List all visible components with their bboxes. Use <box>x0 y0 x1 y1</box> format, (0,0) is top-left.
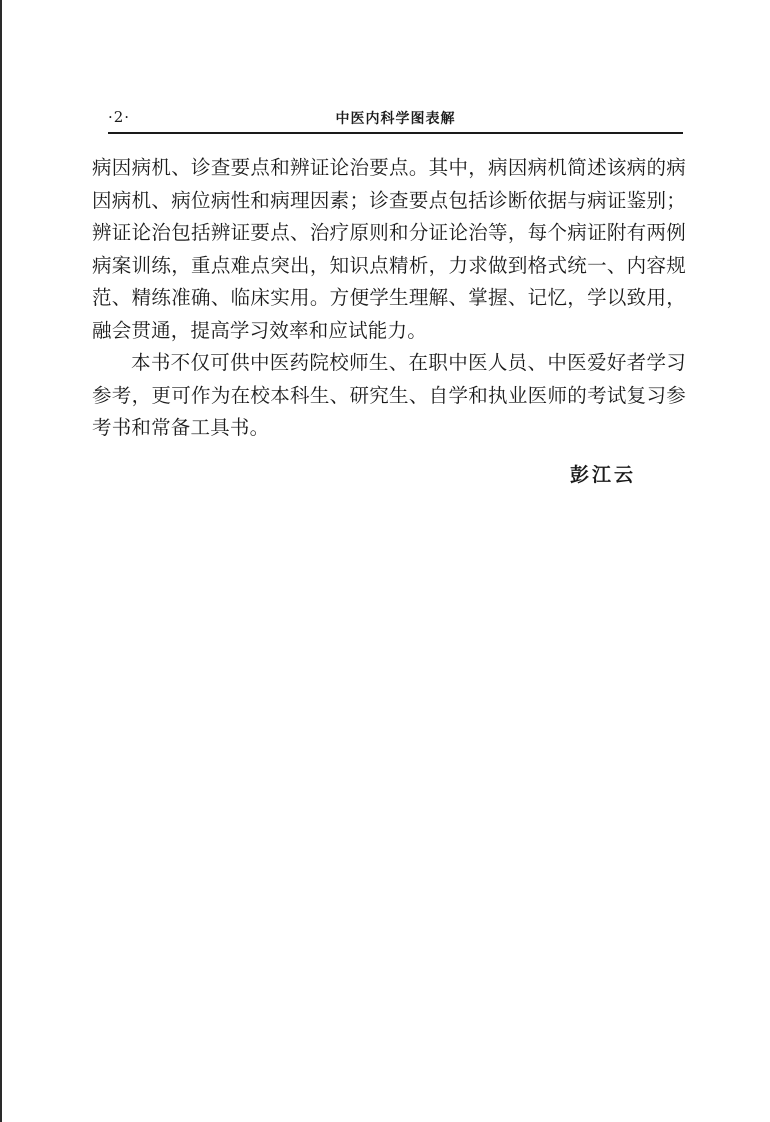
body-text <box>92 152 686 445</box>
running-title: 中医内科学图表解 <box>335 111 456 127</box>
author-signature: 彭江云 <box>570 464 637 486</box>
page-number: ·2· <box>108 108 131 126</box>
page-header <box>108 106 683 134</box>
paragraph-continued: 病因病机、诊查要点和辨证论治要点。其中，病因病机简述该病的病因病机、病位病性和病理因素；诊查要点包括诊断依据与病证鉴别；辨证论治包括辨证要点、治疗原则和分证论治等，每个病证附有两例病案训练，重点难点突出，知识点精析，力求做到格式统一、内容规范、精练准确、临床实用。方便学生理解、掌握、记忆，学以致用，融会贯通，提高学习效率和应试能力。 <box>92 156 686 342</box>
paragraph: 本书不仅可供中医药院校师生、在职中医人员、中医爱好者学习参考，更可作为在校本科生、研究生、自学和执业医师的考试复习参考书和常备工具书。 <box>92 351 686 439</box>
